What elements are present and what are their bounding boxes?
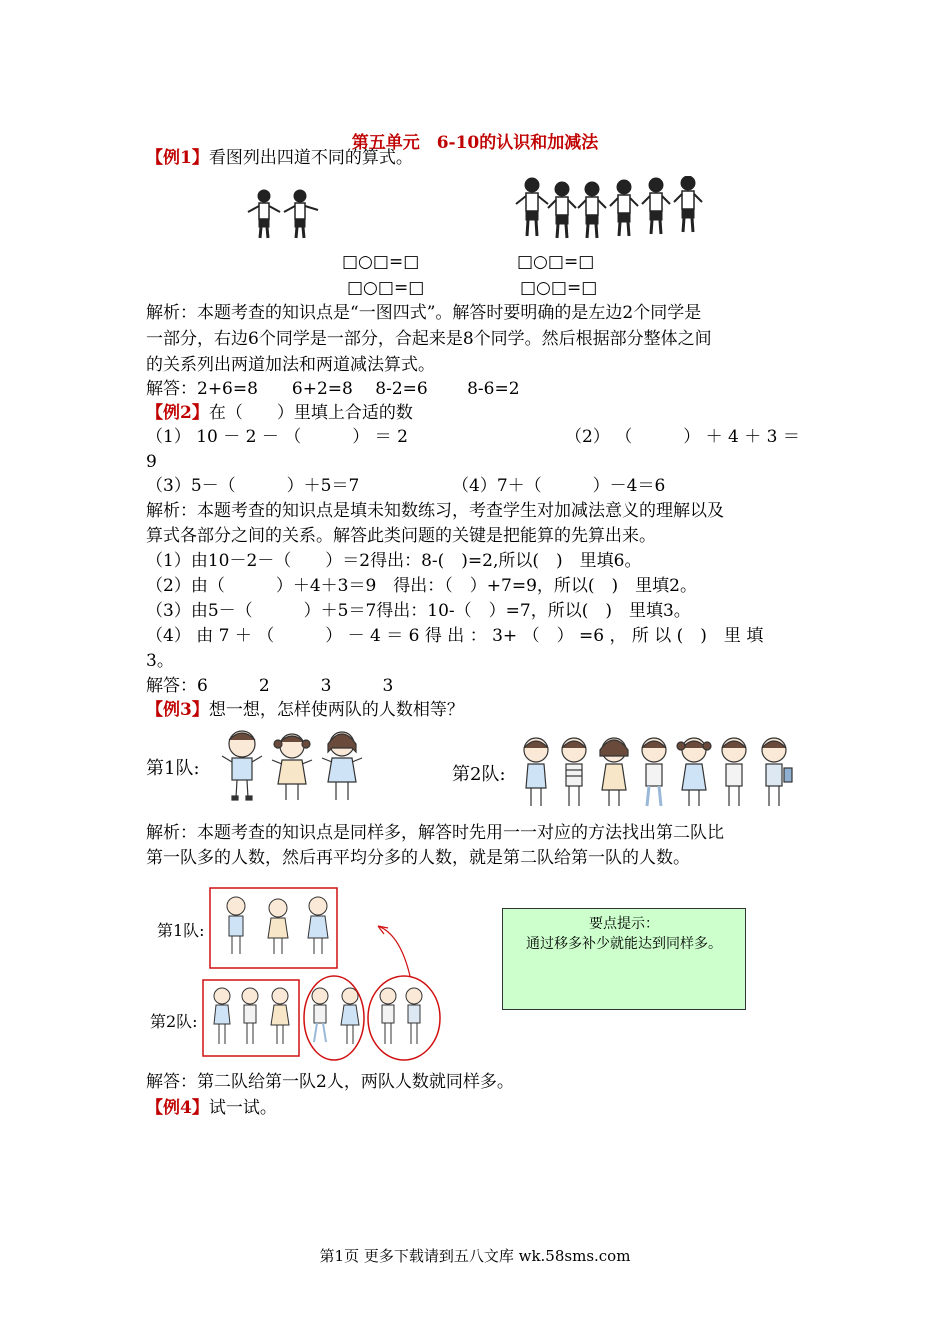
ex2-q4: （4）7＋（ ）－4＝6 bbox=[452, 476, 666, 496]
ex2-step-1: （1）由10－2－（ ）＝2得出：8-( )=2,所以( ) 里填6。 bbox=[146, 551, 642, 571]
ex2-q2: （2） （ ） ＋ 4 ＋ 3 ＝ bbox=[565, 427, 800, 447]
ex1-analysis-3: 的关系列出两道加法和两道减法算式。 bbox=[146, 355, 435, 375]
ex1-right-children-illustration bbox=[512, 176, 704, 242]
move-circle-2 bbox=[368, 976, 440, 1060]
ex3-line bbox=[146, 698, 464, 722]
ex2-q3: （3）5－（ ）＋5＝7 bbox=[146, 476, 360, 496]
ex3-tag: 【例3】 bbox=[146, 700, 209, 720]
ex2-analysis-2: 算式各部分之间的关系。解答此类问题的关键是把能算的先算出来。 bbox=[146, 526, 656, 546]
ex3-prompt: 想一想，怎样使两队的人数相等？ bbox=[208, 700, 464, 720]
team1-children-illustration bbox=[214, 728, 374, 808]
diagram-team2-label: 第2队: bbox=[150, 1012, 198, 1031]
ex1-analysis-2: 一部分，右边6个同学是一部分，合起来是8个同学。然后根据部分整体之间 bbox=[146, 329, 712, 349]
ex3-analysis-2: 第一队多的人数，然后再平均分多的人数，就是第二队给第一队的人数。 bbox=[146, 848, 690, 868]
ex3-team2-label: 第2队: bbox=[452, 764, 506, 785]
ex1-line bbox=[146, 146, 413, 170]
move-arrow bbox=[378, 926, 410, 976]
ex2-step-3: （3）由5－（ ）＋5＝7得出：10-（ ）=7，所以( ) 里填3。 bbox=[146, 601, 691, 621]
ex3-answer: 解答：第二队给第一队2人，两队人数就同样多。 bbox=[146, 1072, 514, 1092]
page-footer: 第1页 更多下载请到五八文库 wk.58sms.com bbox=[319, 1247, 631, 1265]
ex3-analysis-1: 解析：本题考查的知识点是同样多，解答时先用一一对应的方法找出第二队比 bbox=[146, 823, 724, 843]
diagram-team1-label: 第1队: bbox=[157, 921, 205, 940]
ex2-line bbox=[146, 401, 413, 425]
ex4-tag: 【例4】 bbox=[146, 1098, 209, 1118]
ex1-analysis-1: 解析：本题考查的知识点是“一图四式”。解答时要明确的是左边2个同学是 bbox=[146, 303, 702, 323]
team2-children-illustration bbox=[516, 734, 794, 814]
ex2-q2-cont: 9 bbox=[146, 452, 157, 472]
tip-title: 要点提示： bbox=[589, 916, 659, 932]
ex1-tag: 【例1】 bbox=[146, 148, 209, 168]
ex4-line bbox=[146, 1096, 277, 1120]
ex2-step-4-cont: 3。 bbox=[146, 651, 174, 671]
ex1-box-2: □○□=□ bbox=[517, 252, 595, 272]
tip-body: 通过移多补少就能达到同样多。 bbox=[526, 936, 722, 952]
ex4-prompt: 试一试。 bbox=[208, 1098, 277, 1118]
regroup-diagram bbox=[200, 884, 450, 1064]
ex2-q1: （1） 10 － 2 － （ ） ＝ 2 bbox=[146, 427, 408, 447]
ex2-tag: 【例2】 bbox=[146, 403, 209, 423]
ex2-analysis-1: 解析：本题考查的知识点是填未知数练习，考查学生对加减法意义的理解以及 bbox=[146, 501, 724, 521]
page-title: 第五单元 6-10的认识和加减法 bbox=[351, 133, 599, 153]
ex2-step-2: （2）由（ ）＋4＋3＝9 得出：（ ）+7=9，所以( ) 里填2。 bbox=[146, 576, 697, 596]
ex1-box-4: □○□=□ bbox=[520, 278, 598, 298]
ex1-answer: 解答：2+6=8 6+2=8 8-2=6 8-6=2 bbox=[146, 379, 520, 399]
ex2-answer: 解答：6 2 3 3 bbox=[146, 676, 394, 696]
ex3-team1-label: 第1队: bbox=[146, 758, 200, 779]
tip-box bbox=[502, 908, 746, 1010]
ex1-left-children-illustration bbox=[244, 188, 324, 242]
ex2-step-4: （4） 由 7 ＋ （ ） － 4 ＝ 6 得 出 ： 3+ （ ） =6 ， 所 以 ( ) 里 填 bbox=[146, 626, 764, 646]
ex1-box-1: □○□=□ bbox=[342, 252, 420, 272]
ex1-box-3: □○□=□ bbox=[347, 278, 425, 298]
ex2-prompt: 在（ ）里填上合适的数 bbox=[208, 403, 413, 423]
ex1-prompt: 看图列出四道不同的算式。 bbox=[208, 148, 413, 168]
